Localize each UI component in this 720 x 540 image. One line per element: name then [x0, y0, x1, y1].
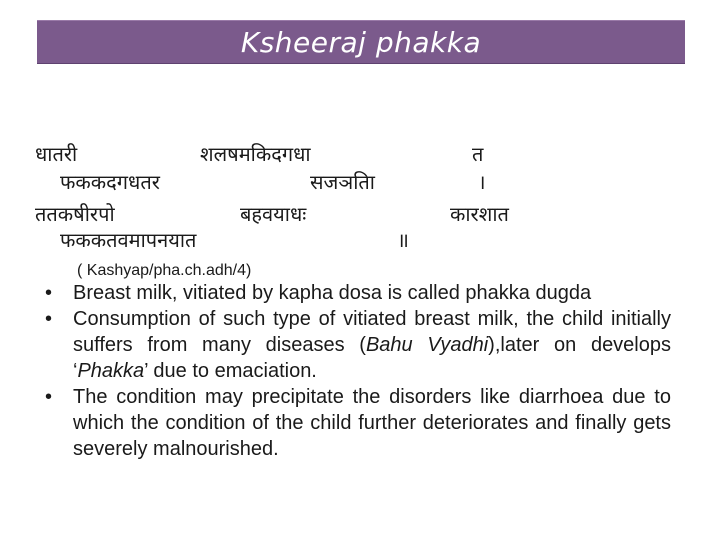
- verse-line3-word2: बहवयाधः: [240, 202, 307, 226]
- verse-line3-word3: कारशात: [450, 202, 509, 226]
- bullet-item: [40, 280, 671, 306]
- bullet-item: [40, 384, 671, 462]
- bullet-item: [40, 306, 671, 384]
- bullet-italic-term: Phakka: [77, 360, 145, 382]
- verse-line1-word1: धातरी: [35, 142, 78, 166]
- bullet-text: Consumption of such type of vitiated breast milk, the child initially suffers from many diseases (: [73, 308, 671, 356]
- bullet-text: ’ due to emaciation.: [144, 360, 317, 382]
- verse-line4-word1: फककतवमापनयात: [60, 228, 197, 252]
- bullet-italic-term: Bahu Vyadhi: [365, 334, 489, 356]
- bullet-text: The condition may precipitate the disorders like diarrhoea due to which the condition of the child further deteriorates and finally gets severely malnourished.: [73, 386, 671, 460]
- bullet-icon: •: [45, 282, 53, 304]
- verse-double-danda: ॥: [397, 228, 409, 252]
- verse-line2-word1: फककदगधतर: [60, 170, 160, 194]
- verse-danda: ।: [478, 170, 486, 194]
- verse-reference: ( Kashyap/pha.ch.adh/4): [77, 262, 252, 279]
- slide-title: Ksheeraj phakka: [240, 25, 482, 59]
- bullet-list: [40, 280, 671, 462]
- bullet-icon: •: [45, 386, 53, 408]
- bullet-text: ),later on develops ‘: [73, 334, 671, 382]
- bullet-text: Breast milk, vitiated by kapha dosa is called phakka dugda: [73, 282, 592, 304]
- verse-line1-word2: शलषमकिदगधा: [200, 142, 311, 166]
- verse-line3-word1: ततकषीरपो: [35, 202, 115, 226]
- verse-line1-word3: त: [472, 142, 484, 166]
- bullet-icon: •: [45, 308, 53, 330]
- verse-line2-word2: सजञतिा: [310, 170, 375, 194]
